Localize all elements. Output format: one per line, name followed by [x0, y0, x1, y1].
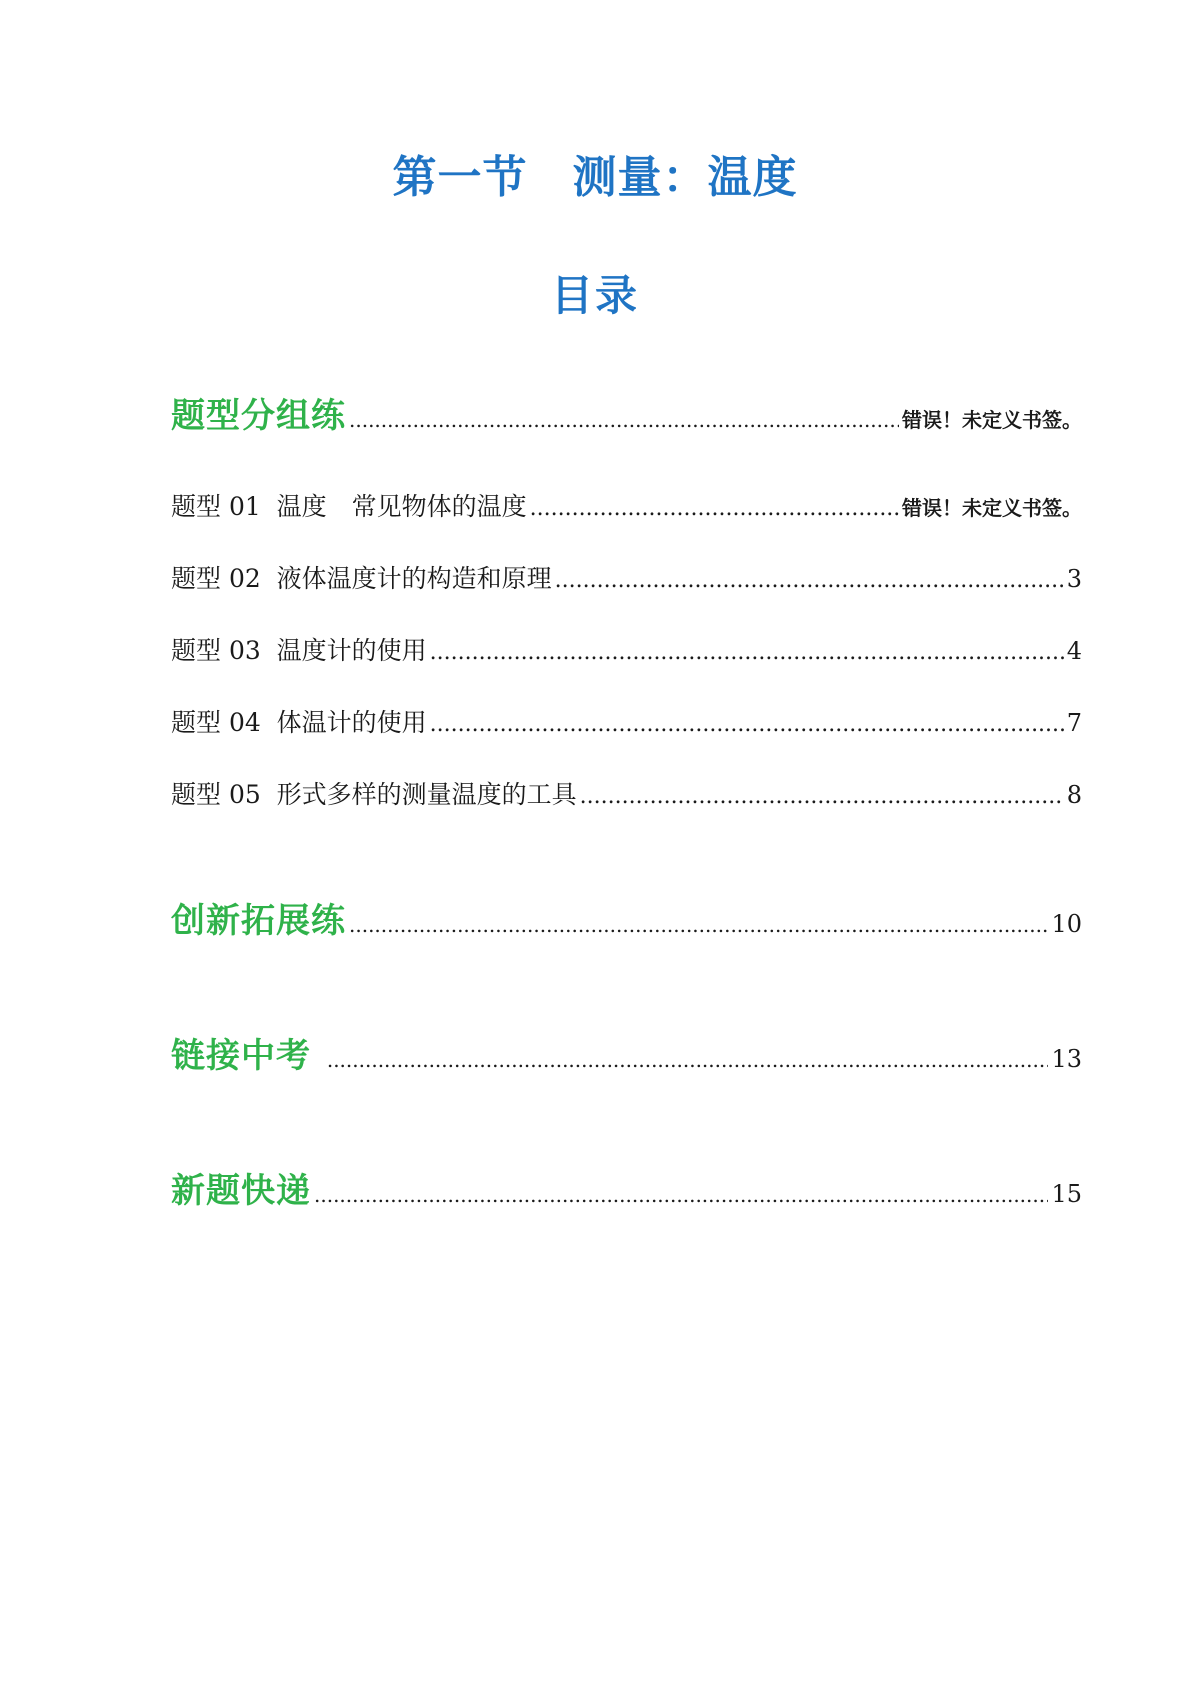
toc-entry-item-2[interactable]	[171, 559, 1082, 595]
toc-entry-page: 3	[1066, 565, 1082, 593]
toc-leader-dots	[580, 784, 1064, 809]
toc-entry-page: 错误！未定义书签。	[902, 408, 1082, 432]
toc-entry-label: 题型 04 体温计的使用	[171, 708, 427, 737]
toc-entry-section-2[interactable]	[171, 893, 1082, 942]
toc-entry-item-1[interactable]	[171, 487, 1082, 523]
toc-leader-dots	[349, 408, 899, 432]
toc-entry-section-1[interactable]	[171, 388, 1082, 437]
toc-entry-section-4[interactable]	[171, 1163, 1082, 1212]
toc-entry-label: 题型 05 形式多样的测量温度的工具	[171, 780, 577, 809]
toc-leader-dots	[314, 1183, 1048, 1207]
page-title: 第一节 测量：温度	[392, 152, 798, 203]
toc-entry-page: 8	[1066, 781, 1082, 809]
toc-leader-dots	[349, 913, 1048, 937]
toc-entry-label: 链接中考	[171, 1036, 324, 1076]
toc-entry-label: 创新拓展练	[171, 901, 346, 941]
toc-entry-label: 题型分组练	[171, 396, 346, 436]
toc-entry-section-3[interactable]	[171, 1028, 1082, 1077]
toc-entry-page: 15	[1051, 1180, 1082, 1208]
toc-leader-dots	[555, 568, 1064, 593]
toc-entry-label: 题型 01 温度 常见物体的温度	[171, 492, 527, 521]
toc-entry-label: 新题快递	[171, 1171, 311, 1211]
toc-entry-label: 题型 02 液体温度计的构造和原理	[171, 564, 552, 593]
toc-entry-page: 10	[1051, 910, 1082, 938]
toc-leader-dots	[327, 1048, 1049, 1072]
toc-entry-page: 13	[1051, 1045, 1082, 1073]
toc-leader-dots	[430, 640, 1064, 665]
toc-leader-dots	[530, 496, 899, 521]
toc-heading: 目录	[550, 271, 639, 320]
toc-entry-label: 题型 03 温度计的使用	[171, 636, 427, 665]
toc-entry-page: 7	[1066, 709, 1082, 737]
toc-entry-page: 错误！未定义书签。	[902, 496, 1082, 520]
toc-entry-item-3[interactable]	[171, 631, 1082, 667]
toc-entry-item-4[interactable]	[171, 703, 1082, 739]
toc-entry-item-5[interactable]	[171, 775, 1082, 811]
toc-entry-page: 4	[1066, 637, 1082, 665]
toc-leader-dots	[430, 712, 1064, 737]
